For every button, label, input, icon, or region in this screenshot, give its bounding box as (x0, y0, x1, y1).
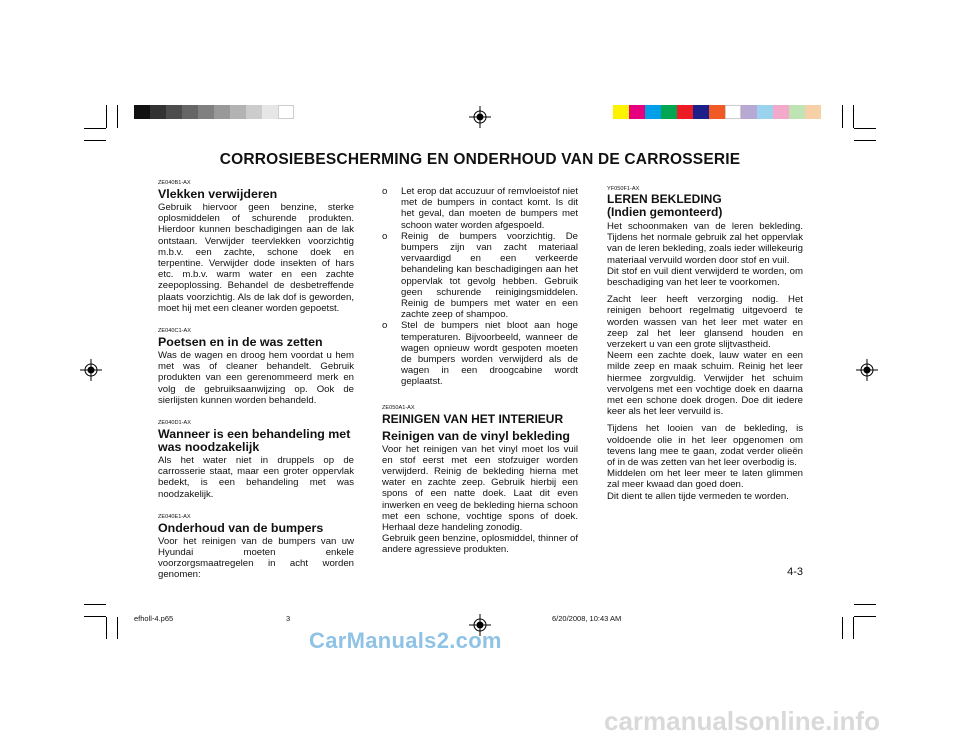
right-column (607, 180, 803, 508)
color-swatch (709, 105, 725, 119)
section-heading: LEREN BEKLEDING (607, 192, 722, 206)
crop-mark (117, 105, 118, 128)
section-subheading: (Indien gemonteerd) (607, 205, 723, 219)
color-swatch (773, 105, 789, 119)
section-text: Gebruik geen benzine, oplosmiddel, thinner of andere agressieve produkten. (382, 533, 578, 556)
crop-mark (853, 105, 854, 128)
section-heading: Poetsen en in de was zetten (158, 335, 323, 350)
crop-mark (854, 616, 876, 617)
page-number: 4-3 (787, 566, 803, 578)
section-code: YF050F1-AX (607, 186, 640, 192)
gray-swatch (230, 105, 246, 119)
section-text: Was de wagen en droog hem voordat u hem met was of cleaner behandelt. Gebruik produkten van een gerenommeerd merk en volg de gebruiksaanwijzing op. Ook de sierlijsten kunnen worden behandeld. (158, 350, 354, 406)
crop-mark (854, 128, 876, 129)
color-calibration-bar (613, 105, 821, 119)
color-swatch (725, 105, 741, 119)
bumper-care-list (382, 186, 578, 388)
footer-filename: efholl-4.p65 (134, 614, 174, 623)
crop-mark (854, 604, 876, 605)
section-text: Gebruik hiervoor geen benzine, sterke oplosmiddelen of schurende produkten. Hierdoor kunnen beschadigingen aan de lak ontstaan. Verwijder teervlekken voorzichtig m.b.v. een zachte, schone doek en terpentine. Verwijder dode insekten of hars etc. m.b.v. warm water en een zachte zeepoplossing. Behandel de desbetreffende plaats voorzichtig. Als de lak dof is geworden, moet hij met een cleaner worden gepoetst. (158, 202, 354, 314)
gray-swatch (182, 105, 198, 119)
section-code: ZE040E1-AX (158, 513, 191, 520)
crop-mark (117, 617, 118, 639)
section-text: Als het water niet in druppels op de carrosserie staat, maar een groter oppervlak bedekt, is een behandeling met was noodzakelijk. (158, 455, 354, 500)
section-code: ZE040C1-AX (158, 328, 191, 335)
crop-mark (84, 604, 106, 605)
gray-swatch (278, 105, 294, 119)
registration-mark-icon (856, 359, 878, 381)
gray-swatch (166, 105, 182, 119)
grayscale-calibration-bar (134, 105, 294, 119)
crop-mark (842, 617, 843, 639)
crop-mark (84, 616, 106, 617)
section-subheading: Reinigen van de vinyl bekleding (382, 428, 570, 443)
section-code: ZE040D1-AX (158, 420, 191, 427)
section-heading: Onderhoud van de bumpers (158, 520, 324, 535)
section-text: Middelen om het leer meer te laten glimmen zal meer kwaad dan goed doen. (607, 468, 803, 491)
list-item: o Stel de bumpers niet bloot aan hoge temperaturen. Bijvoorbeeld, wanneer de wagen opnieuw wordt gespoten moeten de bumpers worden verwijderd als de wagen in een droogcabine wordt geplaatst. (382, 320, 578, 388)
crop-mark (853, 617, 854, 639)
section-heading: REINIGEN VAN HET INTERIEUR (382, 411, 564, 426)
list-item: o Reinig de bumpers voorzichtig. De bumpers zijn van zacht materiaal vervaardigd en een verkeerde behandeling kan beschadigingen aan het oppervlak tot gevolg hebben. Gebruik geen schurende reinigingsmiddelen. Reinig de bumpers met water en een zachte zeep of shampoo. (382, 230, 578, 321)
crop-mark (842, 105, 843, 128)
bullet: o (382, 186, 388, 197)
color-swatch (805, 105, 821, 119)
section-text: Tijdens het looien van de bekleding, is voldoende olie in het leer opgenomen om tevens lang mee te gaan, zodat verder olieën of in de was zetten van het leer overbodig is. (607, 423, 803, 469)
section-text: Het schoonmaken van de leren bekleding. Tijdens het normale gebruik zal het oppervlak van de leren bekleding, zoals ieder willekeurig materiaal vervuild worden door stof en vuil. (607, 221, 803, 266)
footer-datetime: 6/20/2008, 10:43 AM (552, 614, 622, 623)
bullet: o (382, 230, 388, 242)
section-text: Zacht leer heeft verzorging nodig. Het reinigen behoort regelmatig uitgevoerd te worden wassen van het leer met water en zeep zal het leer glansend houden en verzekert u van een grote slijtvastheid. (607, 294, 803, 351)
crop-mark (106, 105, 107, 128)
color-swatch (661, 105, 677, 119)
section-heading: Vlekken verwijderen (158, 187, 278, 201)
color-swatch (645, 105, 661, 119)
section-code: ZE040B1-AX (158, 180, 191, 186)
list-item: o Let erop dat accuzuur of remvloeistof niet met de bumpers in contact komt. Is dit het geval, dan moeten de bumpers met schoon water worden afgespoeld. (382, 186, 578, 231)
section-text: Voor het reinigen van de bumpers van uw Hyundai moeten enkele voorzorgsmaatregelen in acht worden genomen: (158, 535, 354, 581)
color-swatch (741, 105, 757, 119)
section-text: Voor het reinigen van het vinyl moet los vuil en stof eerst met een stofzuiger worden verwijderd. Reinig de bekleding hierna met water en zachte zeep. Gebruik hierbij een spons of een natte doek. Laat dit even inwerken en veeg de bekleding hierna schoon met een schone, vochtige spons of doek. Herhaal deze handeling zonodig. (382, 443, 578, 534)
registration-mark-icon (80, 359, 102, 381)
left-column (158, 180, 354, 587)
gray-swatch (134, 105, 150, 119)
middle-column (382, 186, 578, 562)
crop-mark (84, 128, 106, 129)
page-title: CORROSIEBESCHERMING EN ONDERHOUD VAN DE CARROSSERIE (219, 151, 741, 168)
color-swatch (629, 105, 645, 119)
footer-page: 3 (286, 614, 291, 623)
watermark-carmanuals2: CarManuals2.com (309, 628, 502, 653)
color-swatch (757, 105, 773, 119)
gray-swatch (214, 105, 230, 119)
color-swatch (789, 105, 805, 119)
bullet: o (382, 320, 388, 332)
gray-swatch (246, 105, 262, 119)
section-text: Dit stof en vuil dient verwijderd te worden, om beschadiging van het leer te voorkomen. (607, 265, 803, 289)
registration-mark-icon (469, 106, 491, 128)
section-text: Dit dient te allen tijde vermeden te worden. (607, 490, 789, 502)
color-swatch (693, 105, 709, 119)
section-text: Neem een zachte doek, lauw water en een milde zeep en maak schuim. Reinig het leer hiermee zorgvuldig. Verwijder het schuim vervolgens met een vochtige doek en daarna met een schone doek drogen. Doe dit iedere keer als het leer vervuild is. (607, 350, 803, 418)
crop-mark (84, 140, 106, 141)
crop-mark (854, 140, 876, 141)
crop-mark (106, 617, 107, 639)
color-swatch (613, 105, 629, 119)
gray-swatch (262, 105, 278, 119)
section-heading: Wanneer is een behandeling met was noodzakelijk (158, 427, 351, 455)
watermark-carmanualsonline: carmanualsonline.info (604, 706, 880, 736)
gray-swatch (198, 105, 214, 119)
color-swatch (677, 105, 693, 119)
gray-swatch (150, 105, 166, 119)
section-code: ZE050A1-AX (382, 404, 415, 411)
